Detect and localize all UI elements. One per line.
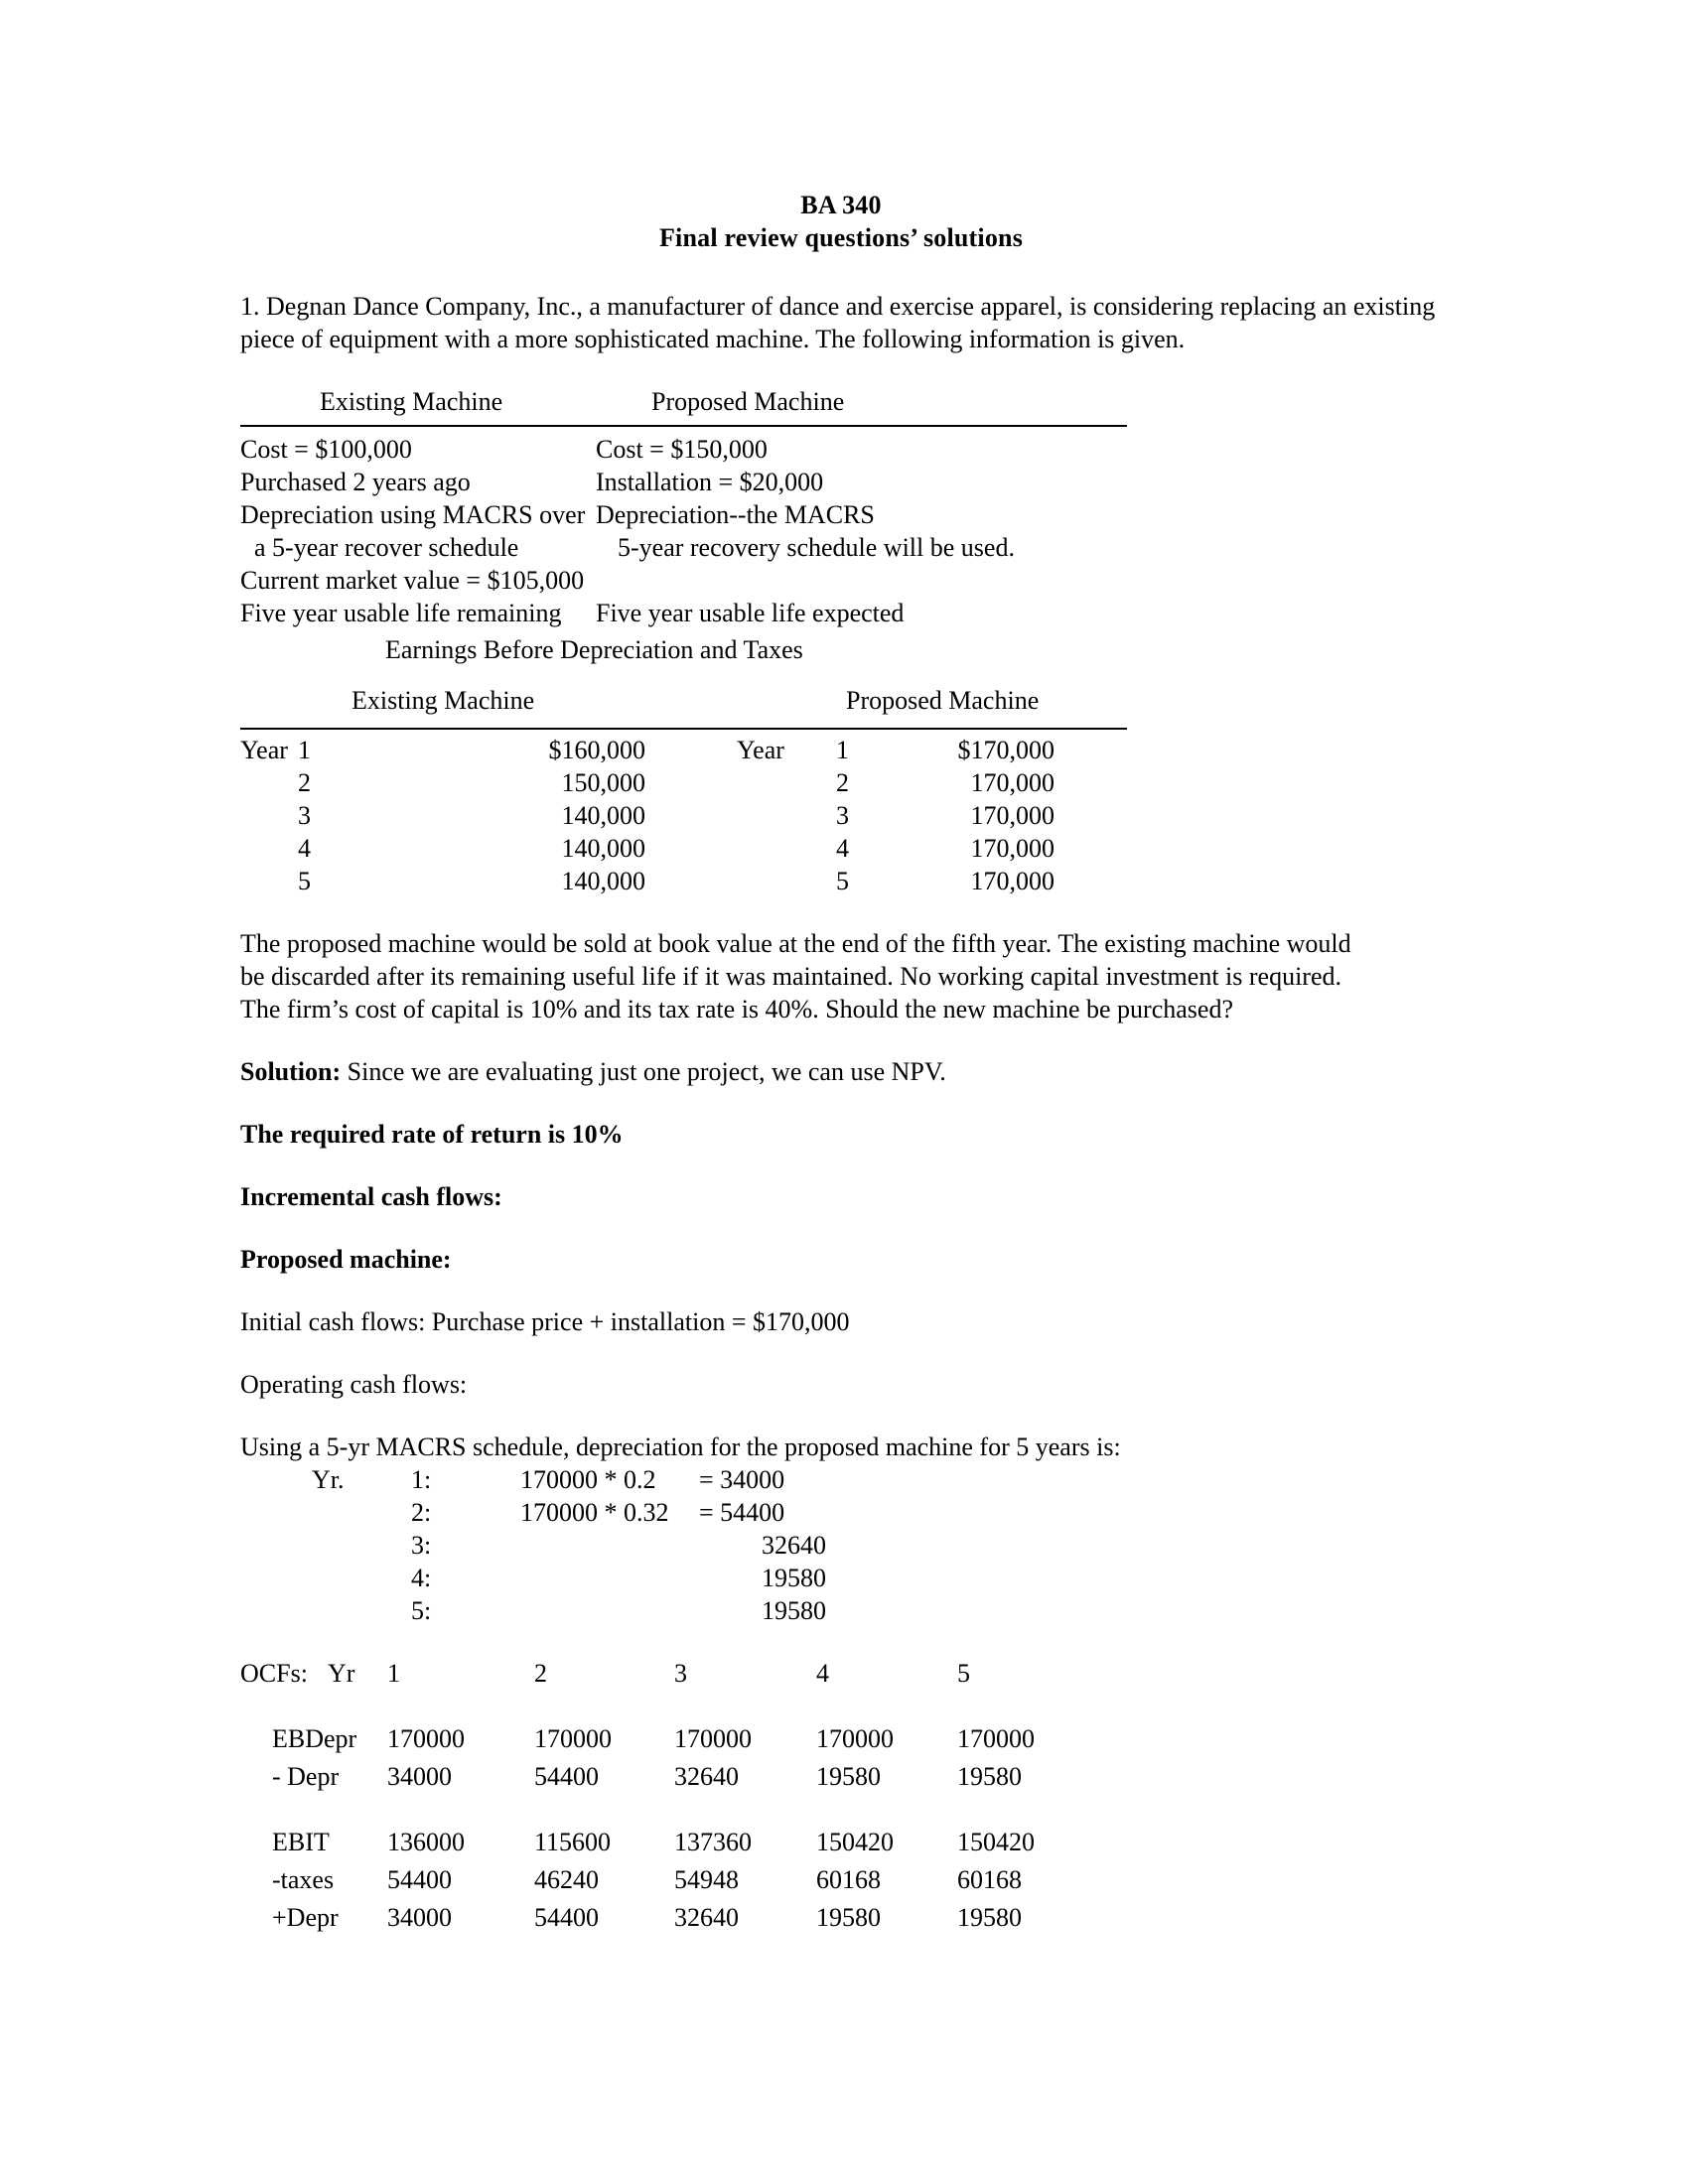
ebdt-section-title: Earnings Before Depreciation and Taxes	[385, 635, 803, 664]
proposed-line-2: Installation = $20,000	[596, 468, 824, 496]
ocf-cell: 46240	[534, 1865, 599, 1894]
narrative-line-2: be discarded after its remaining useful life if it was maintained. No working capital investment is required.	[240, 962, 1341, 991]
ebdt-year-left: 2	[298, 768, 311, 797]
table-row	[240, 799, 1442, 832]
table-row	[240, 1901, 1442, 1939]
macrs-calc: 170000 * 0.32	[520, 1498, 669, 1527]
ocf-cell: 136000	[387, 1828, 465, 1856]
ocf-cell: 32640	[674, 1762, 739, 1791]
list-item	[240, 1594, 1442, 1627]
list-item	[240, 1496, 1442, 1529]
macrs-result: = 54400	[699, 1498, 785, 1527]
document-title	[240, 189, 1442, 254]
ocf-cell: 54400	[534, 1762, 599, 1791]
narrative-paragraph	[240, 927, 1442, 1025]
macrs-index: 3:	[411, 1531, 432, 1560]
ebdt-year-left: 1	[298, 736, 311, 764]
proposed-line-3: Depreciation--the MACRS	[596, 500, 875, 529]
existing-line-2: Purchased 2 years ago	[240, 468, 471, 496]
macrs-intro-line: Using a 5-yr MACRS schedule, depreciation for the proposed machine for 5 years is:	[240, 1433, 1121, 1461]
ebdt-headers	[240, 684, 1442, 728]
machine-comparison-body	[240, 427, 1442, 627]
ebdt-year-right: 2	[836, 768, 849, 797]
ocf-cell: 60168	[816, 1865, 881, 1894]
ebdt-year-label-right: Year	[737, 736, 784, 764]
proposed-line-5: Five year usable life expected	[596, 599, 905, 627]
table-row	[240, 865, 1442, 897]
ocf-row-label: EBIT	[272, 1828, 330, 1856]
list-item	[240, 1463, 1442, 1496]
list-item	[240, 1562, 1442, 1594]
macrs-yr-label: Yr.	[312, 1465, 345, 1494]
ebdt-amount-right: 170,000	[970, 867, 1055, 895]
ocf-row-label: EBDepr	[272, 1724, 357, 1753]
ocf-cell: 54400	[534, 1903, 599, 1932]
ocf-cell: 32640	[674, 1903, 739, 1932]
ocf-year-1: 1	[387, 1659, 400, 1688]
title-line-1: BA 340	[800, 191, 882, 219]
ocf-cell: 19580	[816, 1762, 881, 1791]
ebdt-header-proposed: Proposed Machine	[846, 686, 1040, 715]
ocf-year-5: 5	[957, 1659, 970, 1688]
ocf-cell: 170000	[816, 1724, 894, 1753]
macrs-index: 1:	[411, 1465, 432, 1494]
macrs-value: 32640	[762, 1531, 826, 1560]
ebdt-amount-left: $160,000	[548, 736, 645, 764]
title-line-2: Final review questions’ solutions	[658, 223, 1024, 252]
ocf-row-label: +Depr	[272, 1903, 339, 1932]
ocf-cell: 115600	[534, 1828, 612, 1856]
ocf-year-2: 2	[534, 1659, 547, 1688]
table-row	[240, 832, 1442, 865]
ebdt-year-right: 3	[836, 801, 849, 830]
existing-line-4: a 5-year recover schedule	[254, 533, 519, 562]
solution-label: Solution:	[240, 1057, 342, 1086]
operating-cash-flows-line: Operating cash flows:	[240, 1370, 468, 1399]
macrs-index: 4:	[411, 1564, 432, 1592]
existing-line-1: Cost = $100,000	[240, 435, 412, 464]
solution-text: Since we are evaluating just one project, we can use NPV.	[341, 1057, 946, 1086]
ocf-cell: 34000	[387, 1903, 452, 1932]
ocf-cell: 170000	[957, 1724, 1035, 1753]
ebdt-amount-right: 170,000	[970, 801, 1055, 830]
comparison-header-existing: Existing Machine	[320, 387, 503, 416]
ocf-table	[240, 1657, 1442, 1939]
existing-machine-column	[240, 433, 618, 629]
proposed-blank-line	[596, 564, 1152, 597]
table-row	[240, 1722, 1442, 1760]
ocf-cell: 150420	[957, 1828, 1035, 1856]
proposed-line-1: Cost = $150,000	[596, 435, 768, 464]
ocf-cell: 170000	[534, 1724, 612, 1753]
macrs-depreciation-schedule	[240, 1463, 1442, 1627]
macrs-value: 19580	[762, 1564, 826, 1592]
existing-line-5: Current market value = $105,000	[240, 566, 585, 595]
ebdt-header-existing: Existing Machine	[352, 686, 535, 715]
ebdt-year-left: 5	[298, 867, 311, 895]
ebdt-year-left: 4	[298, 834, 311, 863]
ocf-cell: 137360	[674, 1828, 752, 1856]
ebdt-amount-left: 150,000	[561, 768, 645, 797]
ebdt-amount-left: 140,000	[561, 834, 645, 863]
macrs-calc: 170000 * 0.2	[520, 1465, 656, 1494]
required-rate-heading: The required rate of return is 10%	[240, 1120, 624, 1149]
ocf-cell: 170000	[387, 1724, 465, 1753]
ocf-table-title: OCFs:	[240, 1659, 308, 1688]
ocf-cell: 19580	[957, 1762, 1022, 1791]
table-row	[240, 1826, 1442, 1863]
table-row	[240, 734, 1442, 766]
macrs-index: 5:	[411, 1596, 432, 1625]
comparison-header-proposed: Proposed Machine	[651, 387, 845, 416]
document-content	[240, 189, 1442, 1939]
ebdt-year-right: 1	[836, 736, 849, 764]
ebdt-year-label-left: Year	[240, 736, 288, 764]
ebdt-year-right: 4	[836, 834, 849, 863]
ocf-year-3: 3	[674, 1659, 687, 1688]
list-item	[240, 1529, 1442, 1562]
incremental-cash-flows-heading: Incremental cash flows:	[240, 1182, 502, 1211]
proposed-machine-column	[596, 433, 1152, 629]
macrs-value: 19580	[762, 1596, 826, 1625]
macrs-result: = 34000	[699, 1465, 785, 1494]
ocf-cell: 60168	[957, 1865, 1022, 1894]
proposed-machine-heading: Proposed machine:	[240, 1245, 452, 1274]
existing-line-6: Five year usable life remaining	[240, 599, 562, 627]
table-row	[240, 1863, 1442, 1901]
ocf-cell: 54948	[674, 1865, 739, 1894]
solution-paragraph	[240, 1055, 1442, 1088]
ocf-cell: 54400	[387, 1865, 452, 1894]
ocf-cell: 170000	[674, 1724, 752, 1753]
ocf-row-label: - Depr	[272, 1762, 340, 1791]
ebdt-year-right: 5	[836, 867, 849, 895]
table-row	[240, 1760, 1442, 1798]
ocf-year-label: Yr	[328, 1659, 355, 1688]
ebdt-amount-right: 170,000	[970, 768, 1055, 797]
ebdt-rows	[240, 730, 1442, 897]
table-row	[240, 766, 1442, 799]
ocf-cell: 19580	[957, 1903, 1022, 1932]
existing-line-3: Depreciation using MACRS over	[240, 500, 586, 529]
machine-comparison-table	[240, 385, 1442, 627]
ebdt-amount-right: $170,000	[957, 736, 1055, 764]
ocf-header-row	[240, 1657, 1442, 1695]
initial-cash-flows-line: Initial cash flows: Purchase price + installation = $170,000	[240, 1307, 850, 1336]
machine-comparison-headers	[240, 385, 1442, 425]
ocf-cell: 150420	[816, 1828, 894, 1856]
ocf-year-4: 4	[816, 1659, 829, 1688]
ebdt-year-left: 3	[298, 801, 311, 830]
macrs-index: 2:	[411, 1498, 432, 1527]
intro-paragraph: 1. Degnan Dance Company, Inc., a manufacturer of dance and exercise apparel, is considering replacing an existing piece of equipment with a more sophisticated machine. The following information is given.	[240, 292, 1436, 353]
narrative-line-3: The firm’s cost of capital is 10% and its tax rate is 40%. Should the new machine be purchased?	[240, 995, 1233, 1024]
proposed-line-4: 5-year recovery schedule will be used.	[618, 533, 1015, 562]
narrative-line-1: The proposed machine would be sold at book value at the end of the fifth year. The existing machine would	[240, 929, 1351, 958]
ebdt-amount-left: 140,000	[561, 801, 645, 830]
ebdt-amount-left: 140,000	[561, 867, 645, 895]
ocf-cell: 19580	[816, 1903, 881, 1932]
ocf-cell: 34000	[387, 1762, 452, 1791]
ebdt-amount-right: 170,000	[970, 834, 1055, 863]
ocf-row-label: -taxes	[272, 1865, 335, 1894]
